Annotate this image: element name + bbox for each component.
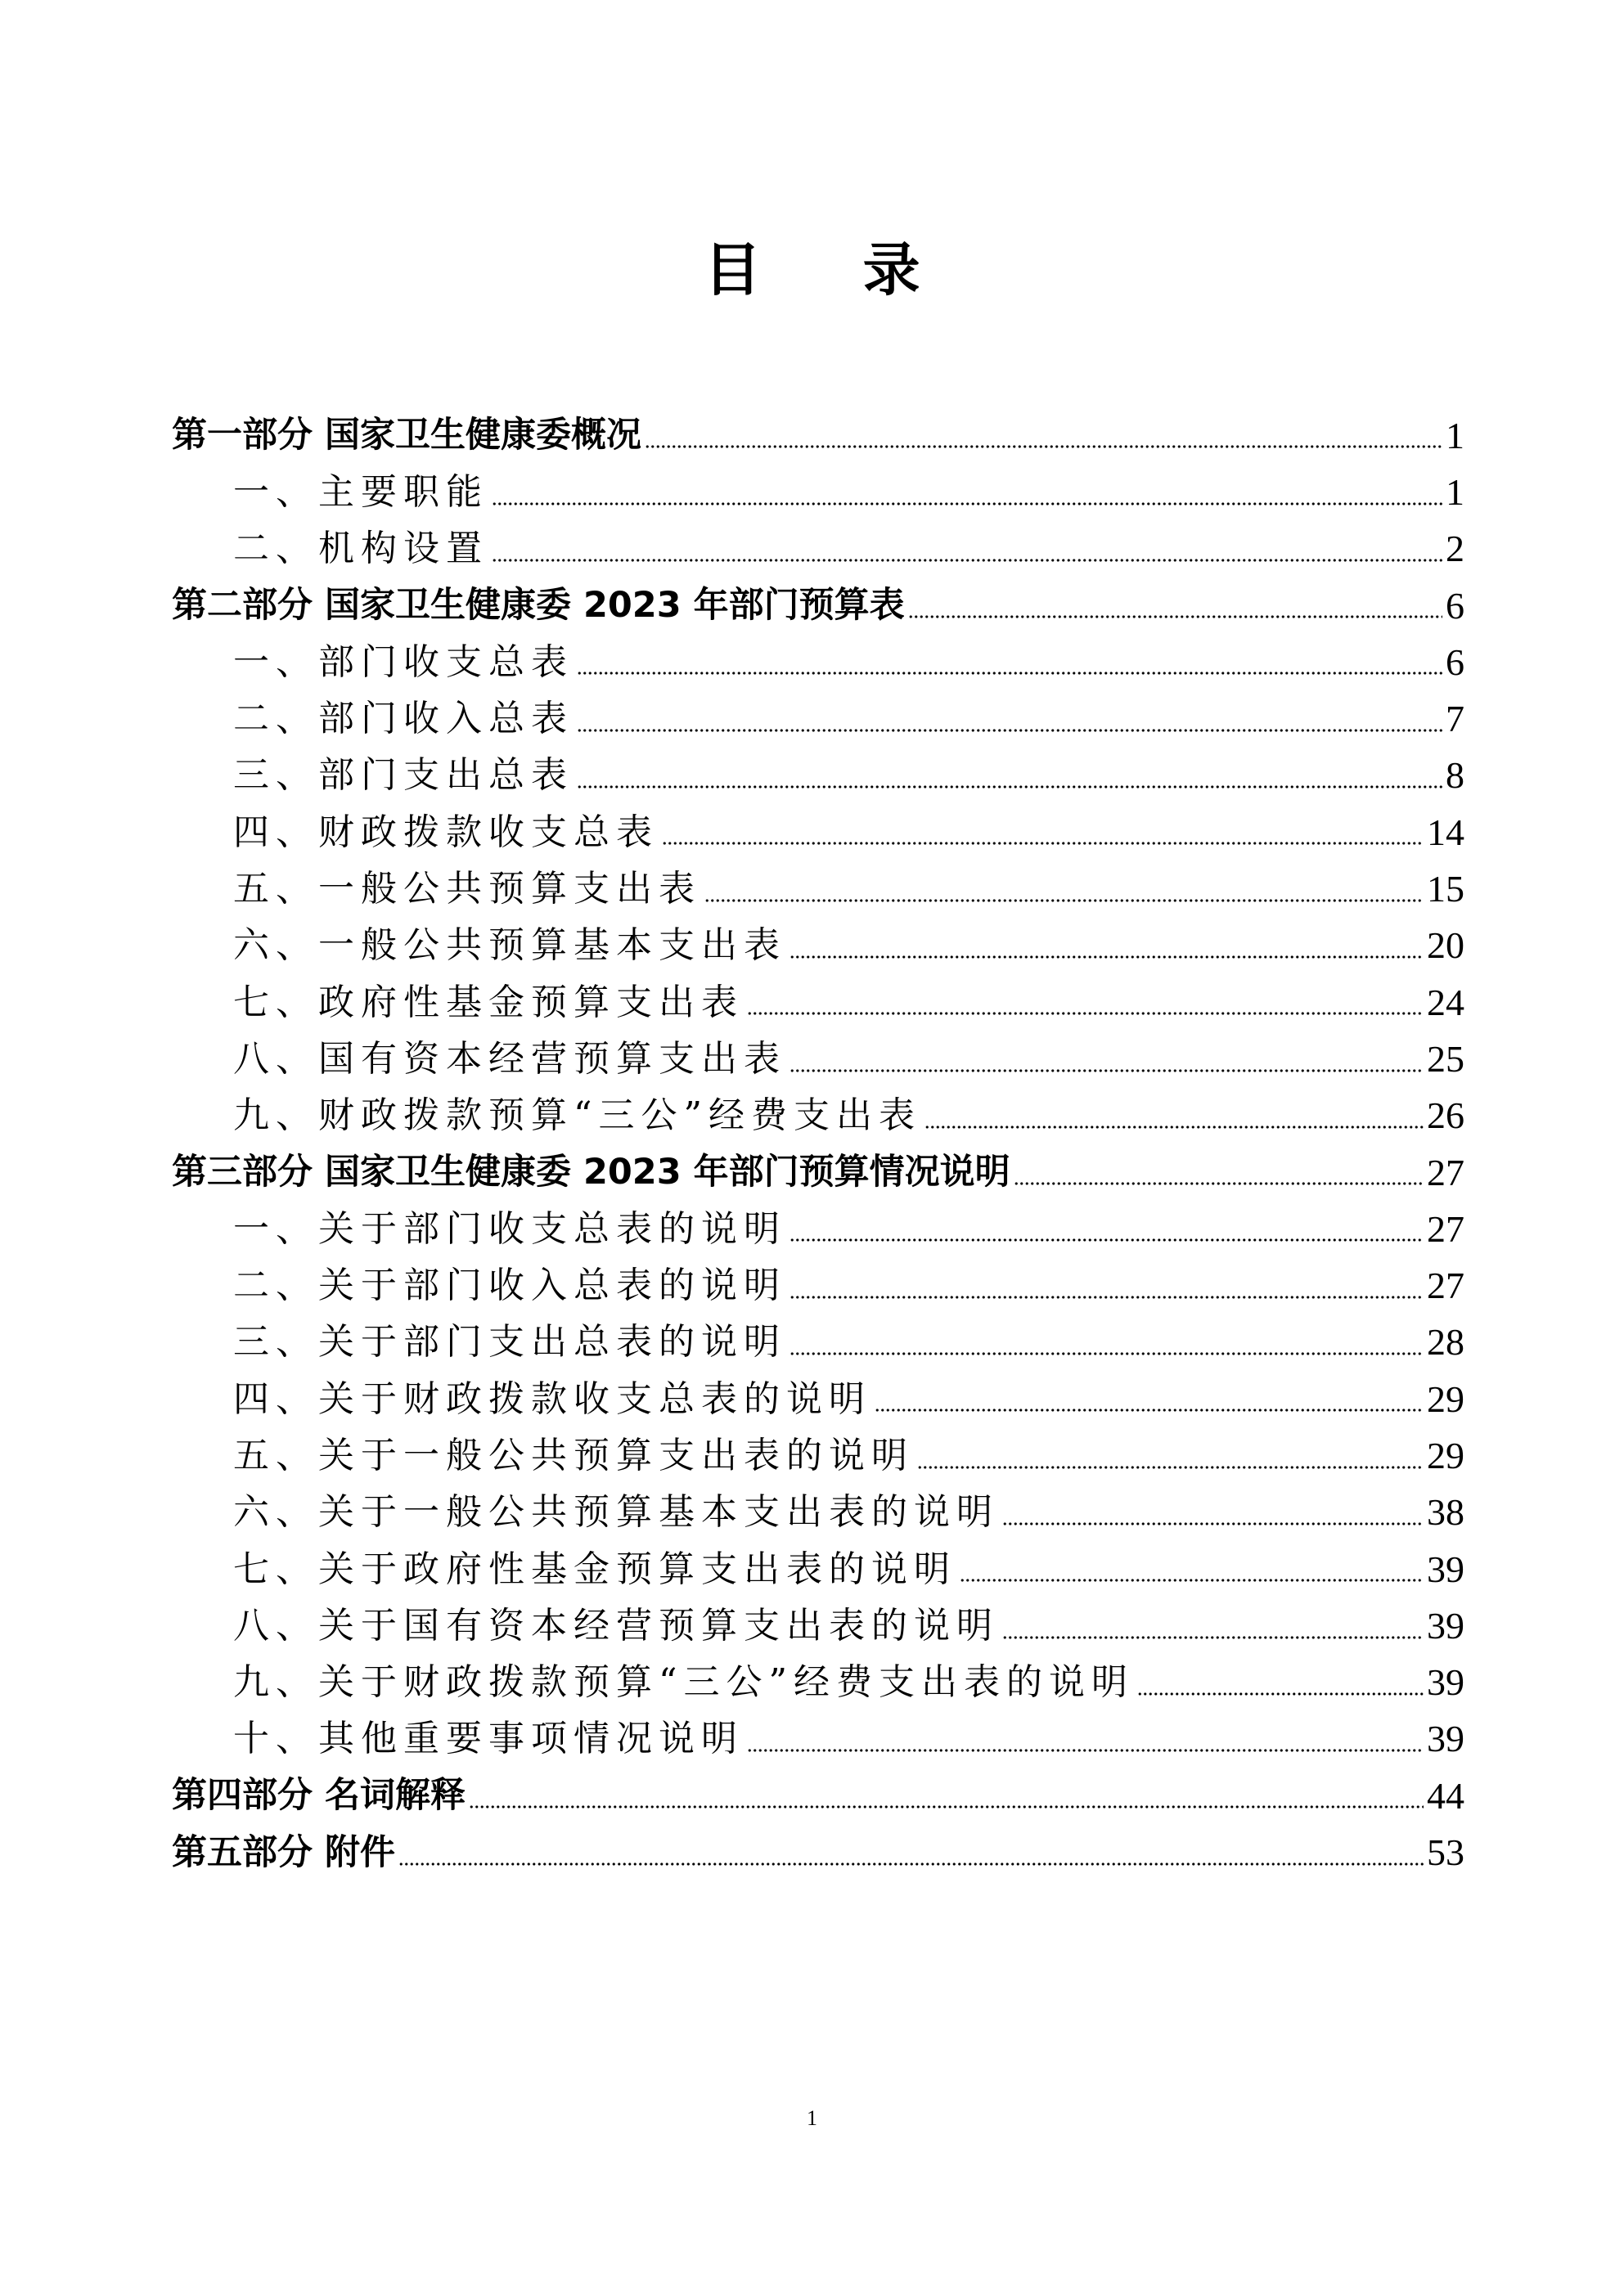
toc-dot-leader (747, 1012, 1424, 1015)
toc-dot-leader (790, 1238, 1424, 1242)
table-of-contents (172, 407, 1464, 1881)
toc-page-number: 53 (1427, 1831, 1464, 1874)
toc-dot-leader (398, 1862, 1424, 1866)
toc-dot-leader (577, 785, 1442, 789)
toc-dot-leader (704, 899, 1424, 902)
toc-section-entry[interactable] (172, 1485, 1464, 1541)
toc-page-number: 1 (1446, 470, 1464, 513)
toc-page-number: 39 (1427, 1548, 1464, 1590)
toc-entry-label: 四、财政拨款收支总表 (233, 811, 659, 853)
toc-part-entry[interactable] (172, 407, 1464, 464)
toc-section-entry[interactable] (172, 804, 1464, 860)
toc-page-number: 26 (1427, 1094, 1464, 1137)
toc-page-number: 27 (1427, 1151, 1464, 1193)
toc-entry-label: 三、关于部门支出总表的说明 (233, 1321, 786, 1364)
toc-dot-leader (577, 729, 1442, 732)
toc-dot-leader (1002, 1636, 1424, 1639)
toc-entry-label: 五、一般公共预算支出表 (233, 868, 701, 910)
toc-dot-leader (790, 1069, 1424, 1072)
toc-dot-leader (1002, 1522, 1424, 1525)
toc-dot-leader (875, 1409, 1424, 1412)
toc-section-entry[interactable] (172, 1088, 1464, 1144)
toc-section-entry[interactable] (172, 634, 1464, 690)
page-title: 目 录 (704, 236, 961, 303)
toc-entry-label: 六、关于一般公共预算基本支出表的说明 (233, 1491, 999, 1534)
toc-entry-label: 第三部分 国家卫生健康委 2023 年部门预算情况说明 (172, 1152, 1010, 1193)
toc-entry-label: 八、国有资本经营预算支出表 (233, 1037, 786, 1080)
toc-section-entry[interactable] (172, 1314, 1464, 1371)
toc-dot-leader (908, 615, 1442, 618)
toc-dot-leader (924, 1126, 1424, 1129)
toc-page-number: 24 (1427, 981, 1464, 1023)
toc-page-number: 8 (1446, 754, 1464, 797)
toc-entry-label: 八、关于国有资本经营预算支出表的说明 (233, 1604, 999, 1647)
toc-dot-leader (917, 1466, 1424, 1469)
toc-page-number: 14 (1427, 811, 1464, 853)
toc-dot-leader (645, 445, 1442, 448)
toc-section-entry[interactable] (172, 1541, 1464, 1597)
toc-section-entry[interactable] (172, 690, 1464, 747)
toc-page-number: 27 (1427, 1265, 1464, 1307)
toc-part-entry[interactable] (172, 1768, 1464, 1824)
toc-dot-leader (747, 1749, 1424, 1752)
toc-section-entry[interactable] (172, 1427, 1464, 1484)
toc-section-entry[interactable] (172, 1031, 1464, 1087)
toc-page-number: 39 (1427, 1604, 1464, 1647)
toc-dot-leader (1014, 1182, 1424, 1185)
toc-entry-label: 六、一般公共预算基本支出表 (233, 924, 786, 967)
toc-entry-label: 一、主要职能 (233, 470, 488, 513)
toc-entry-label: 十、其他重要事项情况说明 (233, 1718, 744, 1760)
toc-section-entry[interactable] (172, 974, 1464, 1031)
toc-entry-label: 九、关于财政拨款预算“三公”经费支出表的说明 (233, 1661, 1134, 1704)
toc-entry-label: 二、部门收入总表 (233, 698, 574, 740)
toc-page-number: 20 (1427, 924, 1464, 967)
toc-section-entry[interactable] (172, 1257, 1464, 1314)
toc-page-number: 15 (1427, 868, 1464, 910)
toc-dot-leader (577, 672, 1442, 675)
footer-page-number: 1 (807, 2106, 817, 2130)
toc-page-number: 1 (1446, 414, 1464, 456)
toc-entry-label: 二、机构设置 (233, 528, 488, 570)
toc-part-entry[interactable] (172, 1824, 1464, 1880)
toc-entry-label: 第二部分 国家卫生健康委 2023 年部门预算表 (172, 585, 905, 627)
toc-section-entry[interactable] (172, 748, 1464, 804)
toc-dot-leader (492, 502, 1442, 505)
toc-dot-leader (492, 559, 1442, 562)
toc-dot-leader (790, 1296, 1424, 1299)
toc-page-number: 27 (1427, 1207, 1464, 1250)
toc-entry-label: 七、关于政府性基金预算支出表的说明 (233, 1548, 956, 1590)
toc-page-number: 39 (1427, 1718, 1464, 1760)
toc-page-number: 29 (1427, 1377, 1464, 1420)
toc-dot-leader (1137, 1692, 1424, 1696)
toc-section-entry[interactable] (172, 1371, 1464, 1427)
toc-section-entry[interactable] (172, 464, 1464, 520)
toc-entry-label: 第一部分 国家卫生健康委概况 (172, 415, 641, 456)
toc-page-number: 28 (1427, 1321, 1464, 1364)
toc-entry-label: 五、关于一般公共预算支出表的说明 (233, 1434, 914, 1476)
toc-page-number: 7 (1446, 698, 1464, 740)
toc-entry-label: 一、部门收支总表 (233, 640, 574, 683)
toc-entry-label: 三、部门支出总表 (233, 754, 574, 797)
toc-page-number: 25 (1427, 1037, 1464, 1080)
toc-page-number: 29 (1427, 1434, 1464, 1476)
toc-dot-leader (790, 955, 1424, 959)
toc-page-number: 44 (1427, 1774, 1464, 1817)
toc-section-entry[interactable] (172, 918, 1464, 974)
toc-entry-label: 四、关于财政拨款收支总表的说明 (233, 1377, 871, 1420)
toc-entry-label: 九、财政拨款预算“三公”经费支出表 (233, 1094, 921, 1137)
toc-entry-label: 七、政府性基金预算支出表 (233, 981, 744, 1023)
toc-part-entry[interactable] (172, 1144, 1464, 1201)
toc-section-entry[interactable] (172, 1597, 1464, 1654)
toc-page-number: 39 (1427, 1661, 1464, 1704)
toc-entry-label: 第四部分 名词解释 (172, 1775, 466, 1817)
toc-entry-label: 一、关于部门收支总表的说明 (233, 1207, 786, 1250)
toc-dot-leader (662, 842, 1424, 845)
toc-section-entry[interactable] (172, 1201, 1464, 1257)
toc-section-entry[interactable] (172, 521, 1464, 577)
toc-section-entry[interactable] (172, 1711, 1464, 1768)
toc-part-entry[interactable] (172, 577, 1464, 634)
toc-section-entry[interactable] (172, 1655, 1464, 1711)
toc-section-entry[interactable] (172, 860, 1464, 917)
toc-dot-leader (790, 1352, 1424, 1355)
toc-page-number: 2 (1446, 528, 1464, 570)
toc-entry-label: 二、关于部门收入总表的说明 (233, 1265, 786, 1307)
toc-entry-label: 第五部分 附件 (172, 1831, 395, 1873)
toc-page-number: 6 (1446, 640, 1464, 683)
toc-dot-leader (469, 1805, 1424, 1808)
toc-page-number: 38 (1427, 1491, 1464, 1534)
toc-page-number: 6 (1446, 584, 1464, 627)
toc-dot-leader (960, 1579, 1424, 1582)
